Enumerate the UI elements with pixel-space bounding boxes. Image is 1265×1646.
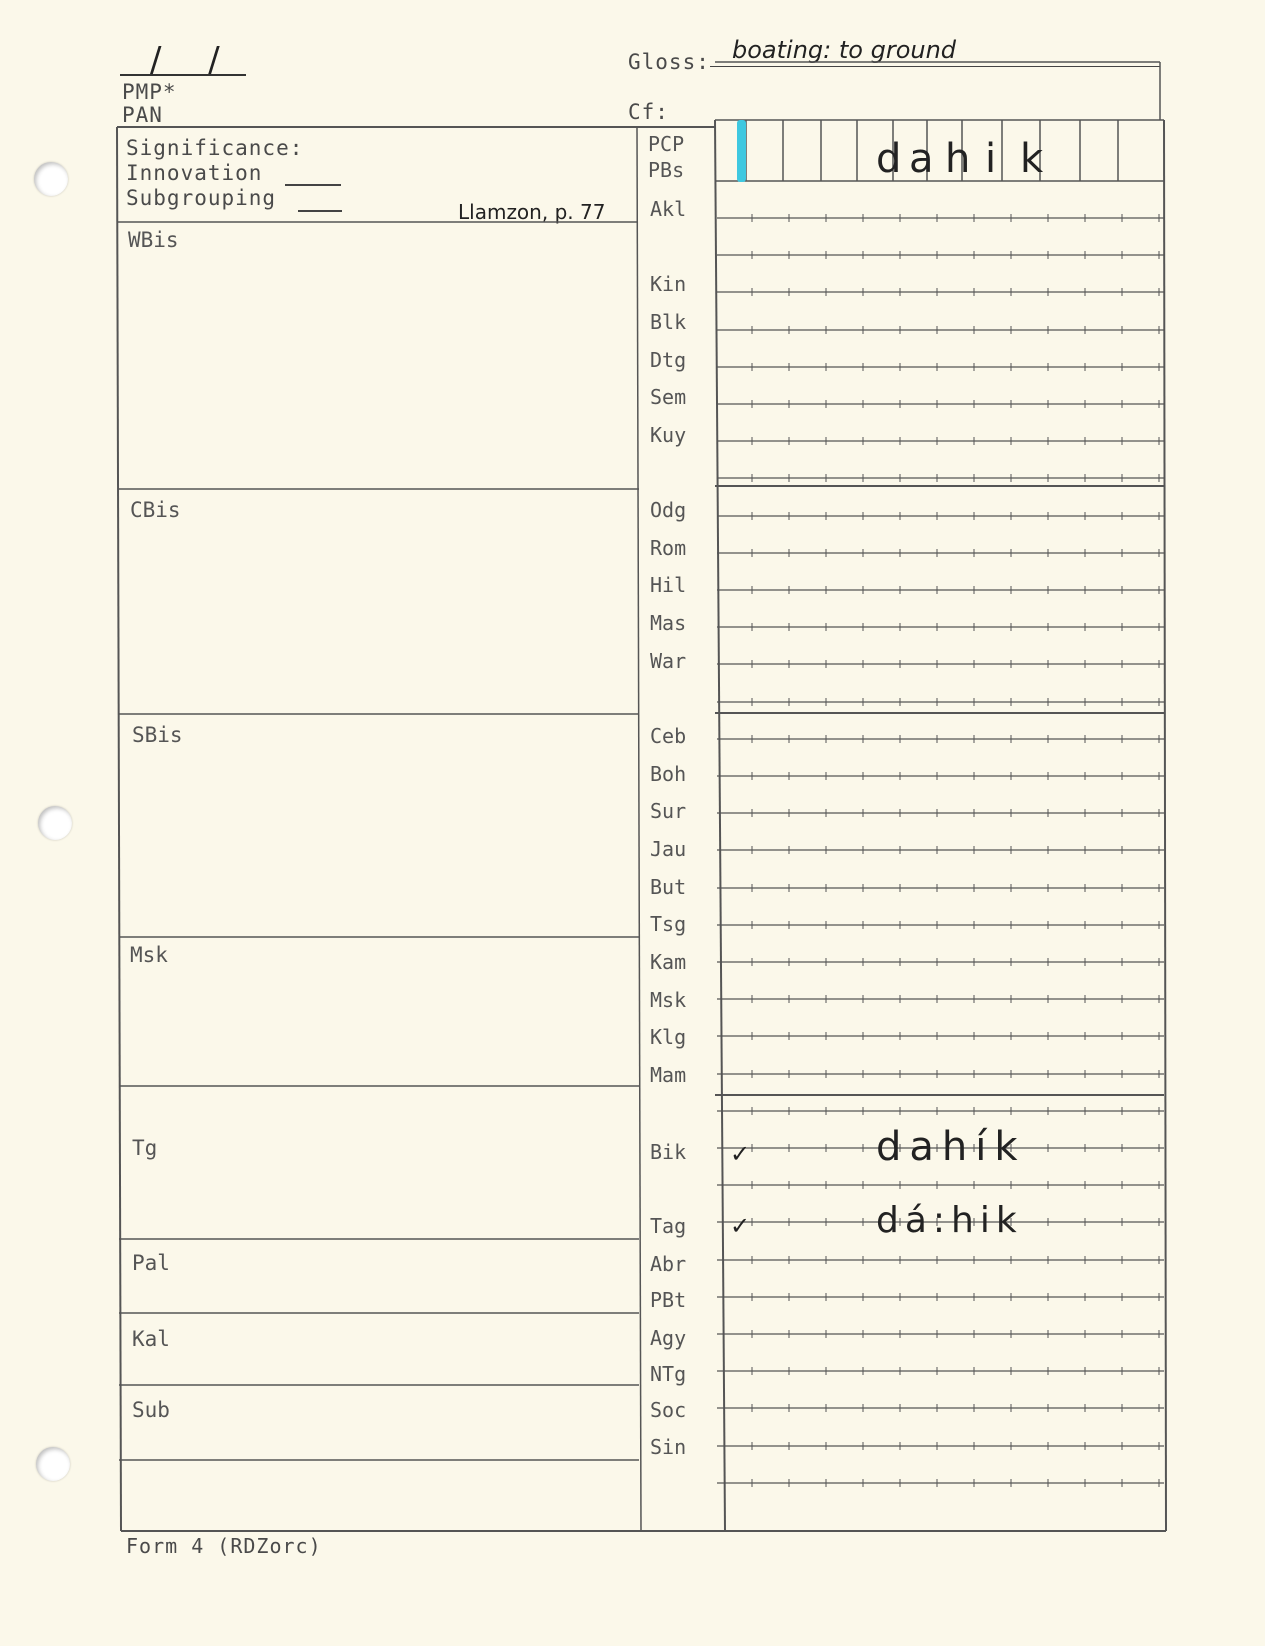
lang-sem: Sem (650, 385, 687, 409)
pcp-label: PCP (648, 132, 685, 156)
lang-soc: Soc (650, 1398, 687, 1422)
lang-ntg: NTg (650, 1362, 687, 1386)
pmp-label: PMP* (122, 80, 177, 104)
frame-left (117, 127, 121, 1531)
proto-letter: a (909, 136, 934, 182)
lang-kuy: Kuy (650, 423, 687, 447)
lang-kam: Kam (650, 950, 687, 974)
proto-letter: d (876, 136, 902, 182)
lang-dtg: Dtg (650, 348, 687, 372)
pbs-label: PBs (648, 158, 685, 182)
highlighter-mark (737, 120, 746, 182)
pan-label: PAN (122, 103, 163, 127)
lang-rom: Rom (650, 536, 687, 560)
frame-lang-divider (715, 120, 725, 1531)
lang-mas: Mas (650, 611, 687, 635)
lang-bik: Bik (650, 1140, 687, 1164)
gloss-value: boating: to ground (732, 36, 957, 64)
lang-akl: Akl (650, 197, 687, 221)
lang-ceb: Ceb (650, 724, 687, 748)
section-label-msk: Msk (130, 943, 168, 967)
lang-mam: Mam (650, 1063, 687, 1087)
frame-middle (637, 127, 641, 1531)
form-footer: Form 4 (RDZorc) (126, 1534, 322, 1558)
lang-odg: Odg (650, 498, 687, 522)
lang-jau: Jau (650, 837, 687, 861)
lang-pbt: PBt (650, 1288, 687, 1312)
reference-note: Llamzon, p. 77 (458, 200, 606, 224)
lang-klg: Klg (650, 1025, 687, 1049)
lang-msk: Msk (650, 988, 687, 1012)
lang-hil: Hil (650, 573, 687, 597)
lang-abr: Abr (650, 1252, 687, 1276)
date-slashes: / / (150, 40, 238, 80)
lang-blk: Blk (650, 310, 687, 334)
bik-form: dahík (876, 1124, 1026, 1170)
tag-form: dá:hik (876, 1200, 1023, 1241)
section-label-kal: Kal (132, 1327, 170, 1351)
lang-sur: Sur (650, 799, 687, 823)
proto-letter: i (985, 136, 997, 182)
subgrouping-label: Subgrouping (126, 186, 277, 210)
lang-sin: Sin (650, 1435, 687, 1459)
significance-title: Significance: (126, 136, 304, 160)
section-label-wbis: WBis (128, 228, 179, 252)
bik-check: ✓ (730, 1140, 751, 1168)
cf-label: Cf: (628, 100, 669, 124)
lang-war: War (650, 649, 687, 673)
lang-kin: Kin (650, 272, 687, 296)
section-label-tg: Tg (132, 1136, 158, 1160)
lang-boh: Boh (650, 762, 687, 786)
gloss-label: Gloss: (628, 50, 710, 74)
frame-right (1164, 120, 1166, 1531)
lang-agy: Agy (650, 1326, 687, 1350)
lang-tag: Tag (650, 1214, 687, 1238)
lang-but: But (650, 875, 687, 899)
proto-letter: h (945, 136, 971, 182)
proto-letter: k (1020, 136, 1044, 182)
tag-check: ✓ (730, 1212, 751, 1240)
innovation-label: Innovation (126, 161, 263, 185)
lang-tsg: Tsg (650, 912, 687, 936)
section-label-cbis: CBis (130, 498, 181, 522)
section-label-sbis: SBis (132, 723, 183, 747)
section-label-sub: Sub (132, 1398, 170, 1422)
section-label-pal: Pal (132, 1251, 170, 1275)
